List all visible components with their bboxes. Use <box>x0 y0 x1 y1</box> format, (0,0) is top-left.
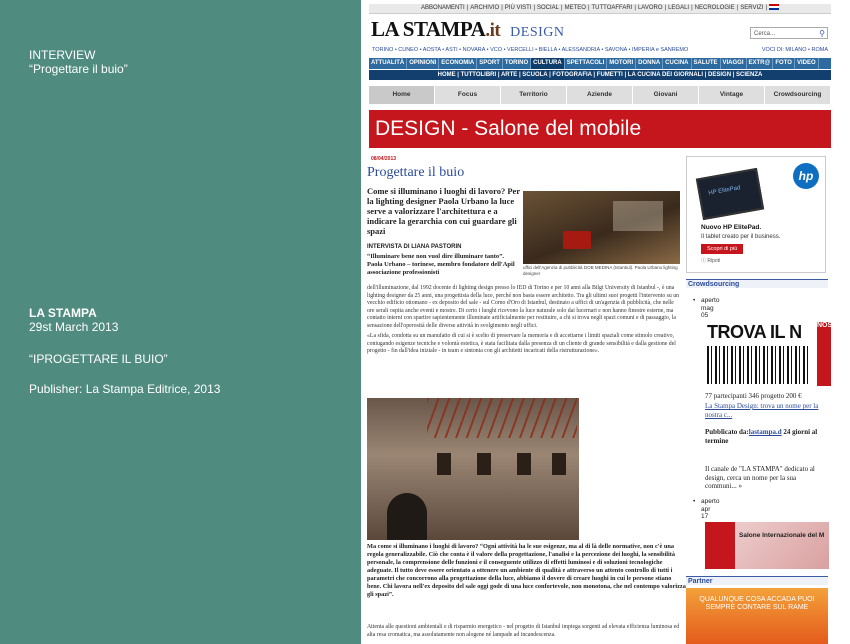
main-nav <box>369 58 831 69</box>
interview-label: INTERVIEW <box>29 48 96 62</box>
crowdsourcing-item-date <box>693 498 720 521</box>
section-banner: DESIGN - Salone del mobile <box>369 110 831 148</box>
topbar-item[interactable]: PIÙ VISTI <box>504 5 532 11</box>
article-quote: “IPROGETTARE IL BUIO” <box>29 352 168 366</box>
interview-block <box>29 48 128 76</box>
nav-item[interactable]: ECONOMIA <box>439 58 477 69</box>
topbar-item[interactable]: NECROLOGIE <box>694 5 735 11</box>
item-status: aperto <box>701 498 720 505</box>
partner-ad[interactable] <box>686 588 828 644</box>
voci-links[interactable]: VOCI DI: MILANO • ROMA <box>761 47 828 53</box>
cities-bar <box>372 46 832 54</box>
topbar-item[interactable]: METEO <box>564 5 586 11</box>
item-status: aperto <box>701 297 720 304</box>
nav-item-active[interactable]: CULTURA <box>531 58 565 69</box>
warehouse-photo[interactable] <box>367 398 579 540</box>
uk-flag-icon[interactable] <box>769 4 779 10</box>
ad-subtitle: Il tablet creato per il business. <box>701 234 781 240</box>
nav-item[interactable]: TORINO <box>503 58 531 69</box>
logo-section: DESIGN <box>510 25 565 40</box>
topbar-item[interactable]: LEGALI <box>668 5 690 11</box>
bullet-icon: • <box>693 498 696 505</box>
office-photo[interactable] <box>523 191 680 264</box>
roof-beams-shape <box>427 398 577 438</box>
nav-item[interactable]: DONNA <box>636 58 663 69</box>
article-date: 08/04/2013 <box>371 156 397 162</box>
trova-vertical-text: NOSTRO <box>817 322 831 386</box>
nav-item[interactable]: ATTUALITÀ <box>369 58 407 69</box>
topbar-item[interactable]: LAVORO <box>637 5 663 11</box>
skylight-shape <box>613 201 663 231</box>
ad-cta-button[interactable]: Scopri di più <box>701 244 743 254</box>
published-label: Pubblicato da: <box>705 428 749 436</box>
nav-item[interactable]: CUCINA <box>663 58 691 69</box>
crowdsourcing-description: Il canale de "LA STAMPA" dedicato al design, cerca un nome per la sua communi... » <box>705 465 815 490</box>
article-quote-lead: “Illuminare bene non vuol dire illuminare tanto”. Paola Urbano – torinese, membro fondatore dell'Apil associazione professionisti <box>367 253 515 276</box>
item-day: 05 <box>701 312 709 319</box>
article-intro: Come si illuminano i luoghi di lavoro? Per la lighting designer Paola Urbano la luce serve a valorizzare l'architettura e a indicare la gerarchia con cui guardare gli spazi <box>367 186 520 236</box>
article-body <box>367 285 680 359</box>
publication-name: LA STAMPA <box>29 306 97 320</box>
item-month: mag <box>701 304 714 312</box>
article-paragraph: dell'illuminazione, dal 1992 docente di lighting design presso lo IED di Torino e per 10 anni alla Bilgi University di Istanbul -, è una lighting designer da 25 anni, una progettista della luce, perché non basta essere architetto. Tra gli ultimi suoi progetti l'intervento su un vecchio edificio ottomano - ex deposito del sale - sul Corno d'Oro di Istanbul, destinato a uffici di un'agenzia di pubblicità, che nelle ore serali ospita anche eventi e mostre. Di certo i luoghi ricevono la luce naturale solo dai lucernari e non hanno finestre esterne, ma contatto interni con spartire sapientemente illuminate artificialmente per restituire, a chi si trova negli spazi comuni e di passaggio, la sensazione dell'operosità delle diverse attività in svolgimento negli uffici. <box>367 285 680 329</box>
left-info-panel <box>0 0 361 644</box>
ad-footer[interactable]: ⓘ Ripoti <box>701 258 721 264</box>
crowdsourcing-item-date <box>693 297 720 320</box>
article-byline: INTERVISTA DI LIANA PASTORIN <box>367 244 462 250</box>
logo-it: .it <box>485 20 501 41</box>
arch-shape <box>387 493 427 540</box>
crowdsourcing-link[interactable]: La Stampa Design: trova un nome per la nostra c... <box>705 402 819 419</box>
trova-il-nome-image[interactable] <box>705 322 847 386</box>
item-month: apr <box>701 505 711 513</box>
publisher-link[interactable]: lastampa.d <box>748 428 782 436</box>
nav-item[interactable]: SPETTACOLI <box>565 58 608 69</box>
barcode-graphic <box>707 346 811 384</box>
nav-item[interactable]: VIAGGI <box>721 58 747 69</box>
participants-info: 77 partecipanti 346 progetto 200 € <box>705 392 802 400</box>
salone-text: Salone Internazionale del M <box>739 532 825 539</box>
photo-caption: uffici dell'Agenzia di pubblicità DOB MEDINA (Istanbul). Paola Urbano lighting designer <box>523 265 678 276</box>
topbar-item[interactable]: ABBONAMENTI <box>420 5 465 11</box>
tab-crowdsourcing[interactable]: Crowdsourcing <box>765 86 830 104</box>
tab-vintage[interactable]: Vintage <box>699 86 764 104</box>
salone-image[interactable] <box>705 522 829 569</box>
nav-item[interactable]: VIDEO <box>795 58 819 69</box>
cities-links[interactable]: TORINO • CUNEO • AOSTA • ASTI • NOVARA • VCO • VERCELLI • BIELLA • ALESSANDRIA • SAVONA • IMPERIA e SANREMO <box>372 47 689 53</box>
article-title: Progettare il buio <box>367 165 465 180</box>
article-paragraph: «La sfida, condotta su un manufatto di cui si è scelto di preservare la memoria e di accettarne i limiti spaziali come stimolo creativo, coniugando esigenze tecniche e volontà estetica, è stata facilitata dalla presenza di un cliente di grande sensibilità e dalla gestione del progetto - fin dall'idea iniziale - in team e sintonia con gli architetti incaricati della ristrutturazione». <box>367 333 676 354</box>
tab-aziende[interactable]: Aziende <box>567 86 632 104</box>
article-body-bold: Ma come si illuminano i luoghi di lavoro? “Ogni attività ha le sue esigenze, ma al di là delle normative, non c'è una regola generalizzabile. Ciò che conta è il valore della progettazione, l'analisi e la percezione dei luoghi, la sensibilità personale, la comprensione delle funzioni e il conseguente utilizzo di effetti luminosi e di soluzioni tecnologiche adeguate. Il tutto deve essere orientato a ottenere un ambiente di qualità e attraverso un attento controllo di tutti i parametri che concorrono alla progettazione della luce, abbiamo il dovere di creare luoghi in cui le persone stiano bene. Chi lavora nell'ex deposito del sale oggi gode di una luce confortevole, non monotona, che nel contempo valorizza gli spazi”. <box>367 543 686 598</box>
logo-main: LA STAMPA <box>371 17 486 41</box>
partner-header: Partner <box>686 576 828 585</box>
tab-territorio[interactable]: Territorio <box>501 86 566 104</box>
tab-focus[interactable]: Focus <box>435 86 500 104</box>
days-left: 24 giorni al termine <box>705 428 818 445</box>
topbar-item[interactable]: SERVIZI <box>740 5 764 11</box>
ad-title: Nuovo HP ElitePad. <box>701 224 762 231</box>
published-by <box>705 428 827 445</box>
publication-date: 29st March 2013 <box>29 320 119 334</box>
bullet-icon: • <box>693 297 696 304</box>
item-day: 17 <box>701 513 709 520</box>
tab-giovani[interactable]: Giovani <box>633 86 698 104</box>
tab-home[interactable]: Home <box>369 86 434 104</box>
nav-item[interactable]: MOTORI <box>607 58 636 69</box>
search-placeholder: Cerca... <box>754 31 776 37</box>
top-utility-bar: ABBONAMENTI | ARCHIVIO | PIÙ VISTI | SOCIAL | METEO | TUTTOAFFARI | LAVORO | LEGALI | NECROLOGIE | SERVIZI | <box>369 4 831 14</box>
publication-block <box>29 306 118 334</box>
nav-item[interactable]: SALUTE <box>692 58 721 69</box>
topbar-item[interactable]: SOCIAL <box>537 5 560 11</box>
site-logo[interactable] <box>371 17 565 42</box>
search-input[interactable] <box>750 27 828 39</box>
partner-ad-text: QUALUNQUE COSA ACCADA PUOI SEMPRE CONTARE SUL RAME <box>699 596 815 611</box>
red-sofa-shape <box>563 231 591 249</box>
salone-red-band <box>705 522 735 569</box>
web-page-screenshot <box>361 0 850 644</box>
interview-title: “Progettare il buio” <box>29 62 128 76</box>
search-icon[interactable]: ⚲ <box>819 29 825 38</box>
trova-title: TROVA IL N <box>707 322 802 342</box>
hp-logo: hp <box>793 163 819 189</box>
window-shape <box>517 453 531 475</box>
sub-nav[interactable]: HOME | TUTTOLIBRI | ARTE | SCUOLA | FOTOGRAFIA | FUMETTI | LA CUCINA DEI GIORNALI | DESIGN | SCIENZA <box>369 70 831 80</box>
window-shape <box>477 453 491 475</box>
topbar-item[interactable]: ARCHIVIO <box>470 5 500 11</box>
crowdsourcing-header[interactable]: Crowdsourcing <box>686 279 828 288</box>
section-tabs <box>369 86 831 104</box>
publisher: Publisher: La Stampa Editrice, 2013 <box>29 382 221 396</box>
topbar-item[interactable]: TUTTOAFFARI <box>591 5 633 11</box>
tablet-image <box>696 168 764 220</box>
tablet-label: HP ElitePad <box>708 185 741 197</box>
hp-ad[interactable] <box>686 156 826 273</box>
window-shape <box>437 453 451 475</box>
nav-item[interactable]: OPINIONI <box>407 58 439 69</box>
nav-item[interactable]: FOTO <box>773 58 795 69</box>
article-body-end: Attenta alle questioni ambientali e di risparmio energetico - nel progetto di Istanbul impiega sorgenti ad elevata efficienza luminosa ed alta resa cromatica, ma assolutamente non alogene né lampade ad incandescenza. <box>367 624 680 638</box>
nav-item[interactable]: EXTR@ <box>747 58 774 69</box>
nav-item[interactable]: SPORT <box>477 58 503 69</box>
window-shape <box>552 453 566 475</box>
